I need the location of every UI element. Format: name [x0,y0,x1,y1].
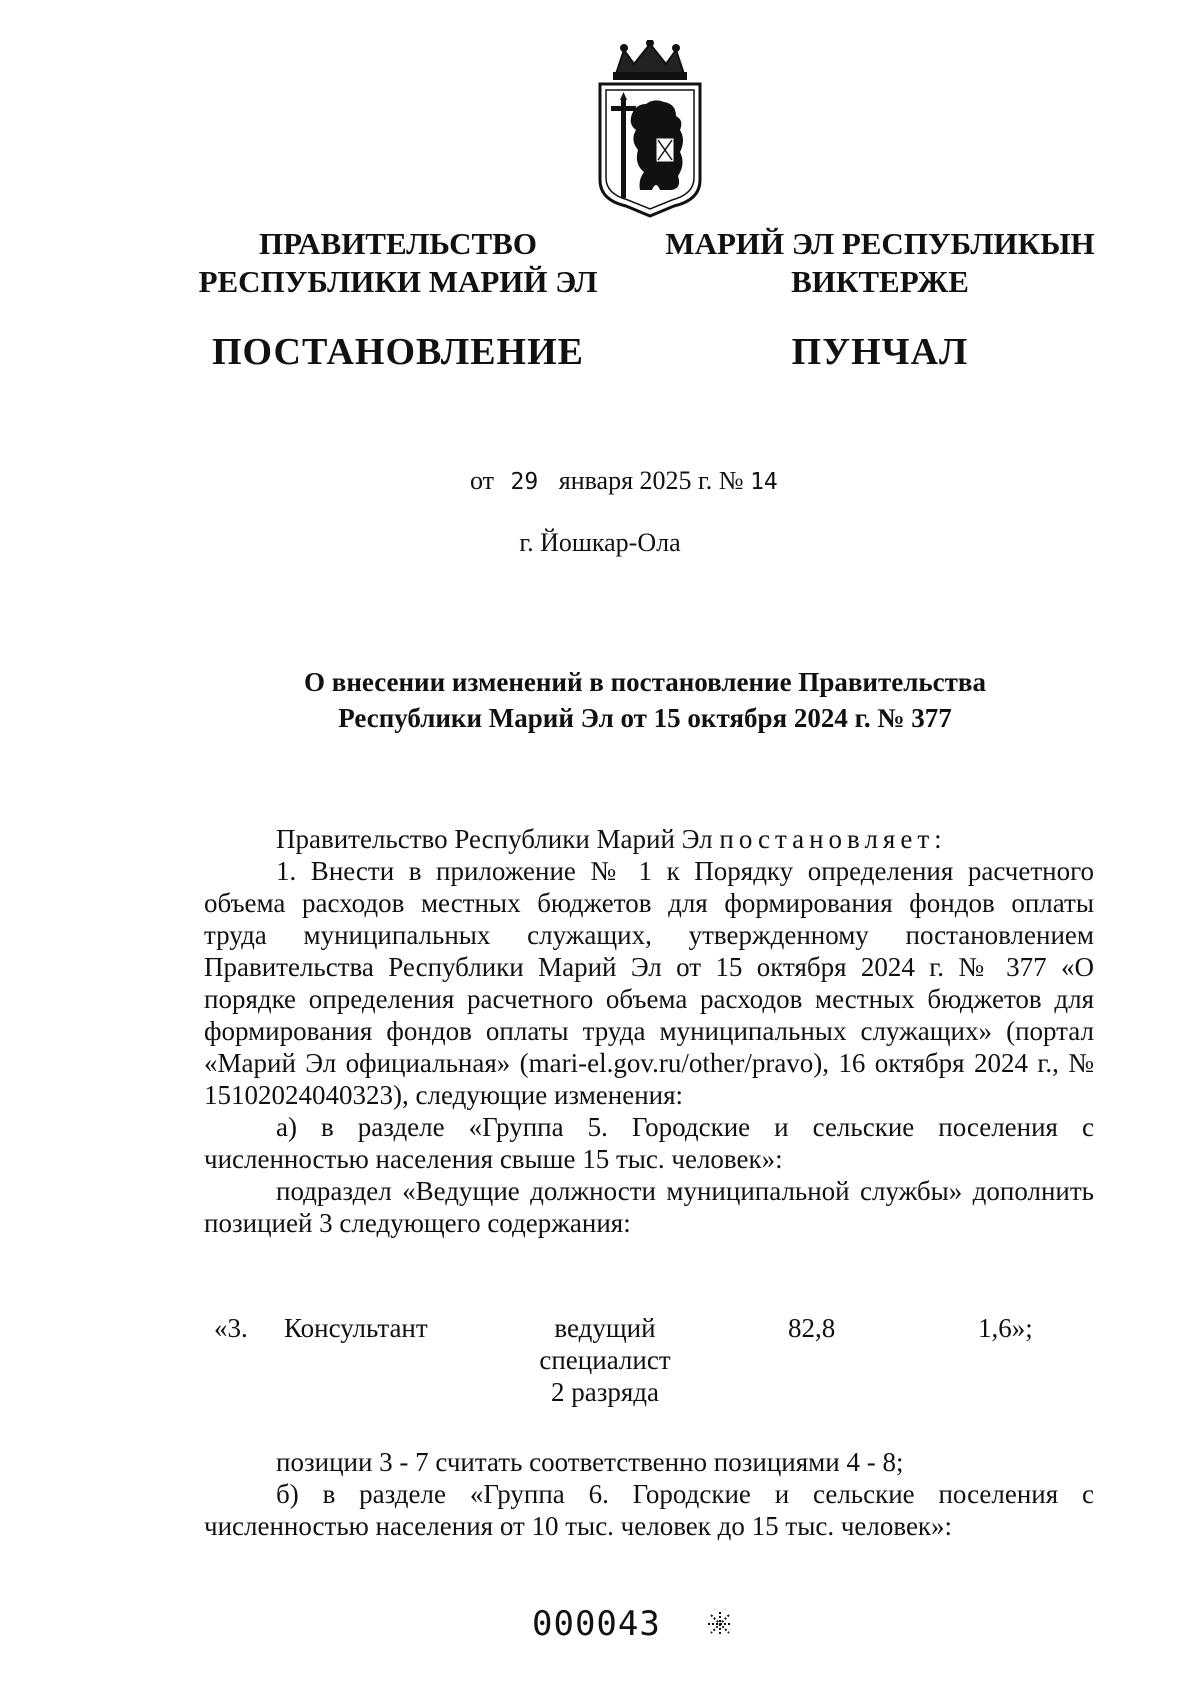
document-title [0,664,1200,736]
mari-el-coat-of-arms-icon [594,40,706,218]
table-row-category-line3: 2 разряда [550,1377,660,1407]
table-row-value2: 1,6»; [978,1313,1033,1343]
date-line [470,466,778,496]
table-row-name: Консультант [284,1313,428,1343]
header-left-line2: РЕСПУБЛИКИ МАРИЙ ЭЛ [198,264,598,299]
paragraph-1: 1. Внести в приложение № 1 к Порядку определения расчетного объема расходов местных бюджетов для формирования фондов оплаты труда муниципальных служащих, утвержденному постановлением Правительства Республики Марий Эл от 15 октября 2024 г. № 377 «О порядке определения расчетного объема расходов местных бюджетов для формирования фондов оплаты труда муниципальных служащих» (портал «Марий Эл официальная» (mari-el.gov.ru/other/pravo), 16 октября 2024 г., № 15102024040323), следующие изменения: [204,856,1094,1110]
date-prefix: от [470,466,495,495]
table-row-category [530,1312,680,1408]
intro-resolves: постановляет: [719,824,947,854]
table-row-category-line1: ведущий [554,1313,656,1343]
header-left-doc-type: ПОСТАНОВЛЕНИЕ [211,331,585,373]
intro-paragraph [204,823,1094,855]
table-row-position: «3. [214,1313,248,1343]
serial-number: 000043 [532,1604,661,1644]
document-body-continued [204,1446,1094,1542]
date-day: 29 [510,469,539,495]
paragraph-shift: позиции 3 - 7 считать соответственно позициями 4 - 8; [276,1447,904,1477]
document-title-line1: О внесении изменений в постановление Правительства [304,667,986,697]
header-left-line1: ПРАВИТЕЛЬСТВО [259,226,537,261]
document-body [204,823,1094,1239]
document-title-line2: Республики Марий Эл от 15 октября 2024 г. № 377 [338,703,952,733]
header-right-doc-type: ПУНЧАЛ [791,331,969,373]
table-row-category-line2: специалист [539,1345,671,1375]
paragraph-a-subsection: подраздел «Ведущие должности муниципальной службы» дополнить позицией 3 следующего содержания: [204,1176,1094,1238]
paragraph-b: б) в разделе «Группа 6. Городские и сельские поселения с численностью населения от 10 тыс. человек до 15 тыс. человек»: [204,1479,1094,1541]
header-right-line2: ВИКТЕРЖЕ [791,264,969,299]
asterisk-mark-icon [706,1610,734,1638]
paragraph-a: а) в разделе «Группа 5. Городские и сельские поселения с численностью населения свыше 15 тыс. человек»: [204,1112,1094,1174]
table-row-value1: 82,8 [788,1313,836,1343]
intro-start: Правительство Республики Марий Эл [276,824,713,854]
city: г. Йошкар-Ола [519,528,681,557]
header-right-line1: МАРИЙ ЭЛ РЕСПУБЛИКЫН [665,226,1095,261]
document-number: 14 [750,469,778,495]
date-month-year: января 2025 г. № [558,466,744,495]
